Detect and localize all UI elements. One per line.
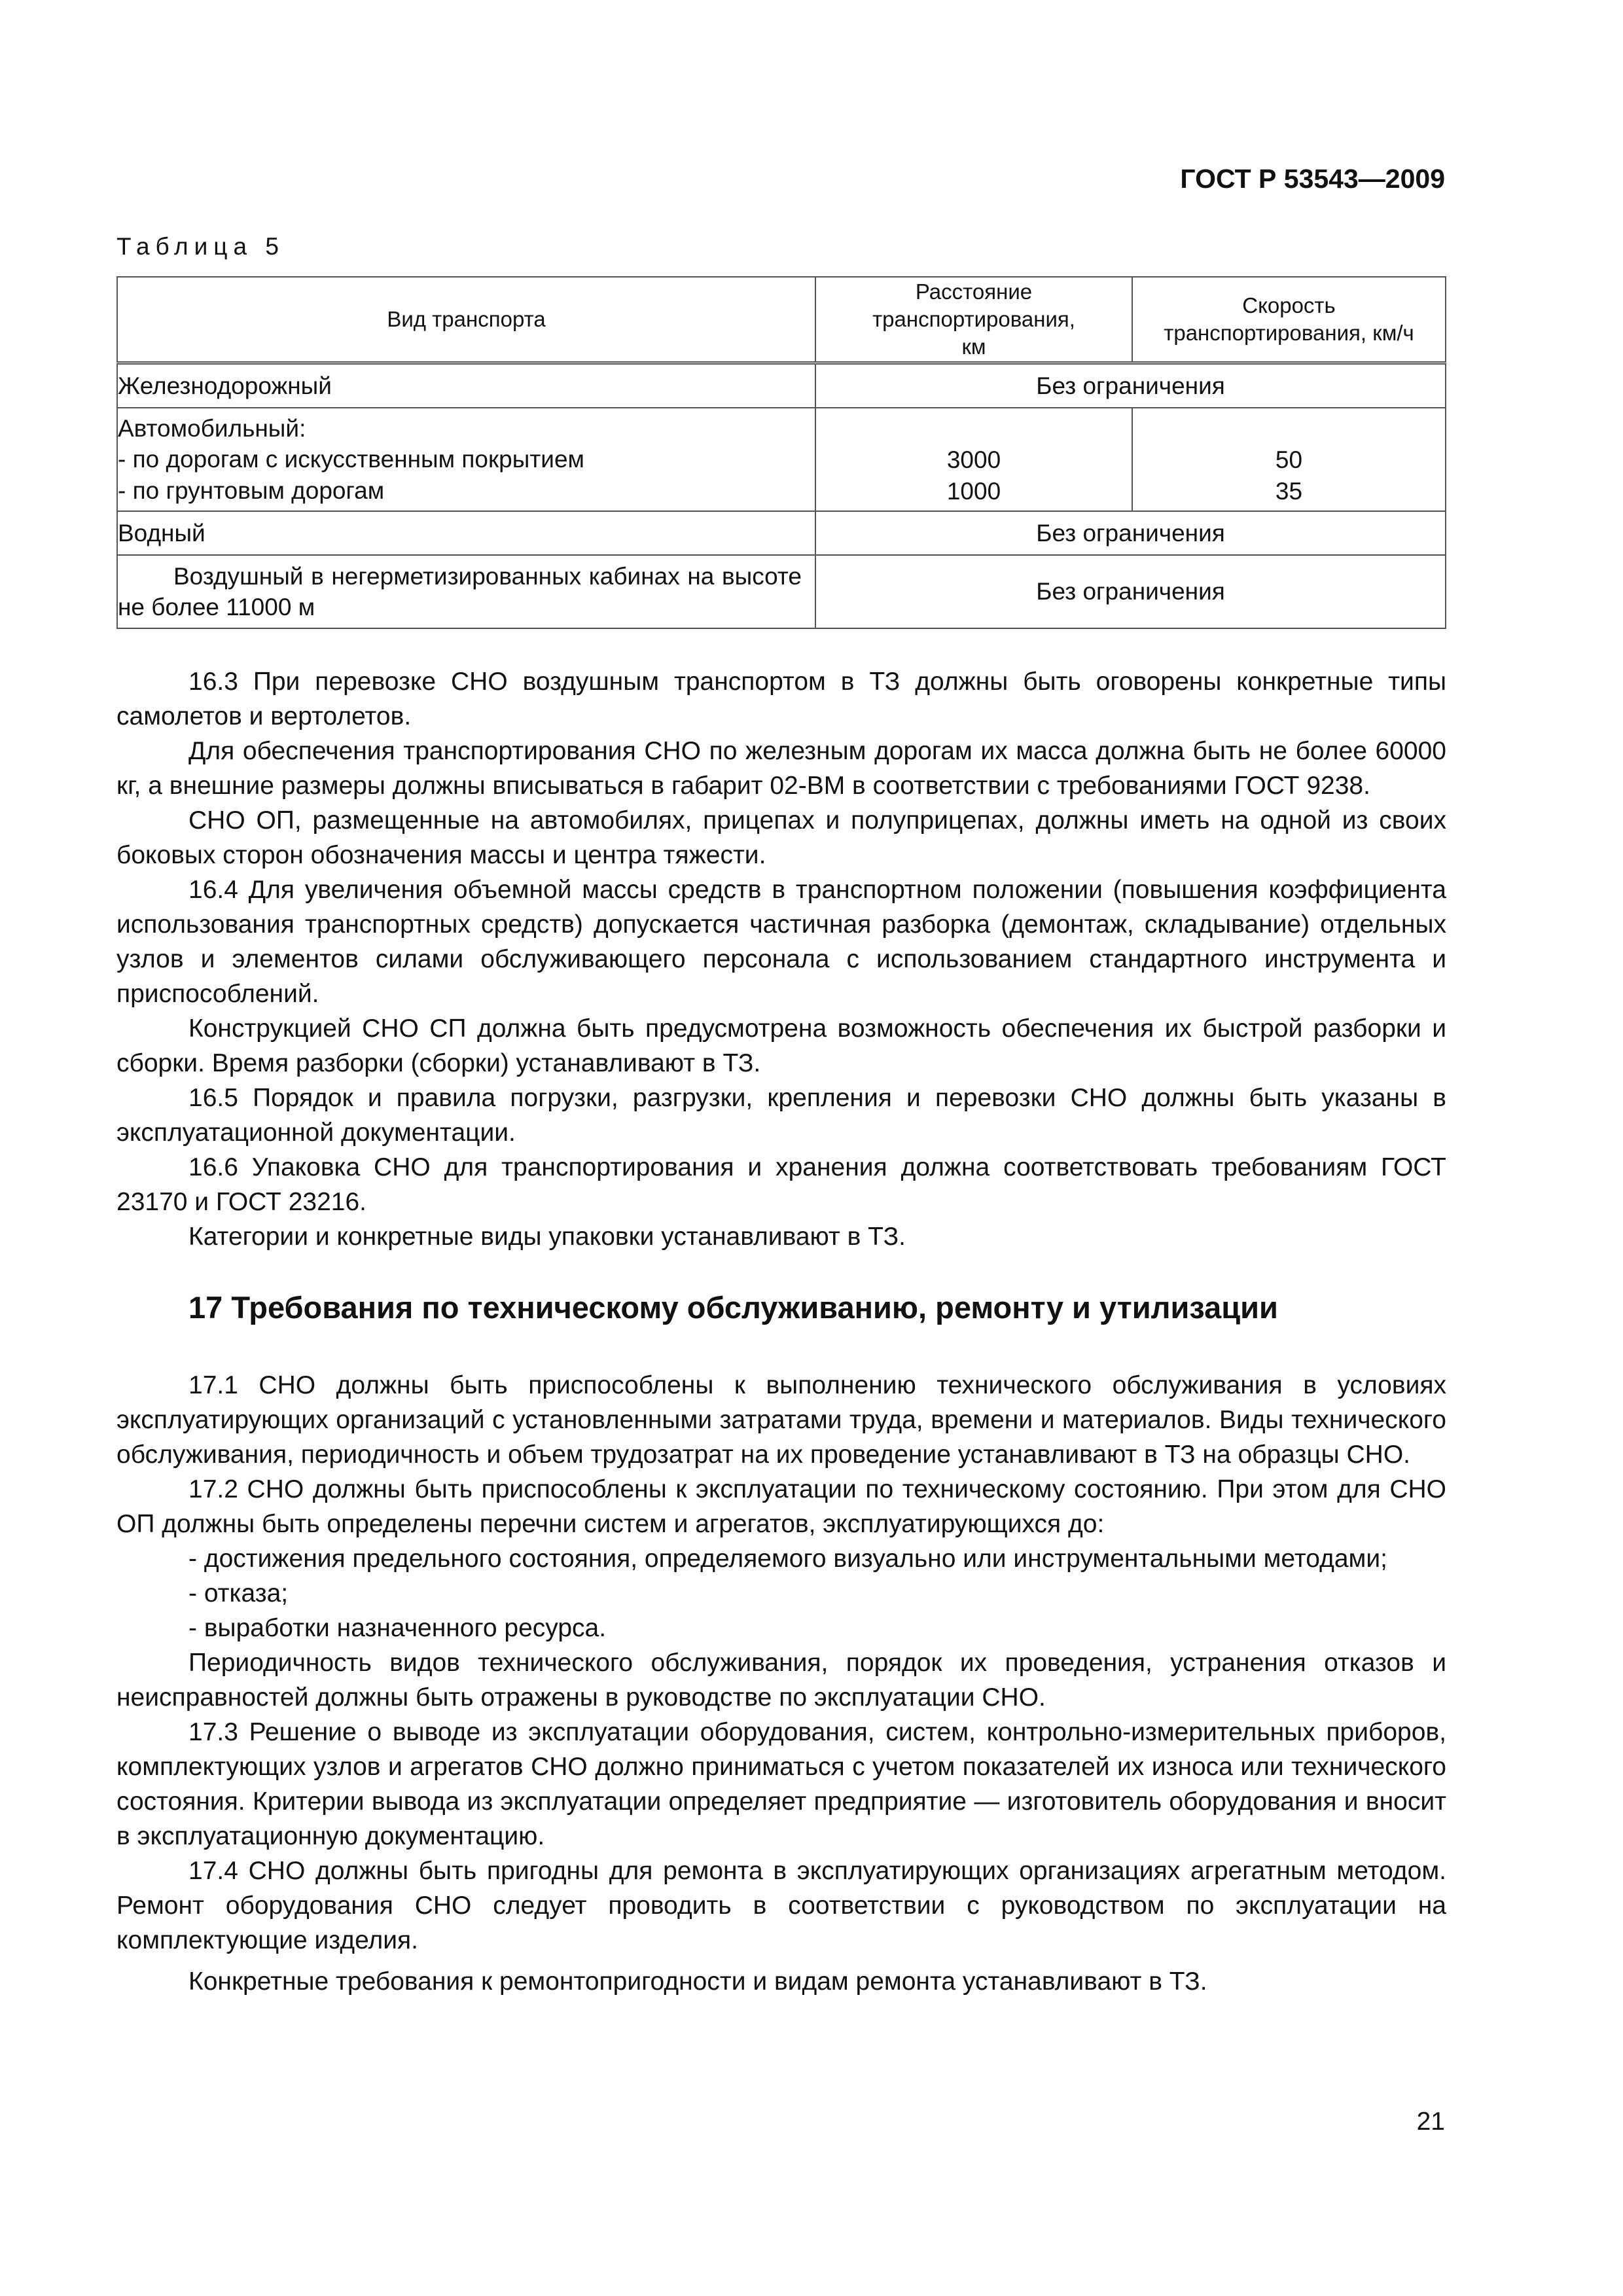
speed-value: 35 <box>1275 477 1303 505</box>
header-distance <box>815 277 1132 363</box>
table-row <box>117 555 1446 628</box>
paragraph: Категории и конкретные виды упаковки устанавливают в ТЗ. <box>188 1223 906 1251</box>
paragraph: Конструкцией СНО СП должна быть предусмотрена возможность обеспечения их быстрой разборки и сборки. Время разборки (сборки) устанавливают в ТЗ. <box>116 1014 1446 1077</box>
paragraph: 17.4 СНО должны быть пригодны для ремонта в эксплуатирующих организациях агрегатным методом. Ремонт оборудования СНО следует проводить в соответствии с руководством по эксплуатации на комплектующие изделия. <box>116 1857 1446 1954</box>
row-merged-value: Без ограничения <box>815 363 1446 408</box>
paragraph: 17.2 СНО должны быть приспособлены к эксплуатации по техническому состоянию. При этом для СНО ОП должны быть определены перечни систем и агрегатов, эксплуатирующихся до: <box>116 1475 1446 1538</box>
table <box>116 276 1446 629</box>
paragraph: 16.4 Для увеличения объемной массы средств в транспортном положении (повышения коэффициента использования транспортных средств) допускается частичная разборка (демонтаж, складывание) отдельных узлов и элементов силами обслуживающего персонала с использованием стандартного инструмента и приспособлений. <box>116 876 1446 1008</box>
paragraph: 16.3 При перевозке СНО воздушным транспортом в ТЗ должны быть оговорены конкретные типы самолетов и вертолетов. <box>116 668 1446 730</box>
table-row <box>117 511 1446 555</box>
paragraph: Конкретные требования к ремонтопригодности и видам ремонта устанавливают в ТЗ. <box>188 1967 1207 1996</box>
list-item: - выработки назначенного ресурса. <box>188 1614 607 1642</box>
row-name: Водный <box>117 511 815 555</box>
row-name <box>117 555 815 628</box>
paragraph: 16.6 Упаковка СНО для транспортирования и хранения должна соответствовать требованиям ГОСТ 23170 и ГОСТ 23216. <box>116 1153 1446 1216</box>
distance-cell <box>815 408 1132 511</box>
header-transport: Вид транспорта <box>117 277 815 363</box>
row-subitem: - по грунтовым дорогам <box>118 476 385 504</box>
row-merged-value: Без ограничения <box>815 555 1446 628</box>
table-caption: Таблица 5 <box>116 233 285 260</box>
document-code: ГОСТ Р 53543—2009 <box>1180 164 1445 194</box>
section-title: 17 Требования по техническому обслуживанию, ремонту и утилизации <box>188 1290 1278 1325</box>
row-name-group <box>117 408 815 511</box>
paragraph: Периодичность видов технического обслуживания, порядок их проведения, устранения отказов и неисправностей должны быть отражены в руководстве по эксплуатации СНО. <box>116 1649 1446 1712</box>
speed-cell <box>1132 408 1446 511</box>
list-item: - достижения предельного состояния, определяемого визуально или инструментальными методами; <box>188 1545 1387 1573</box>
paragraph: СНО ОП, размещенные на автомобилях, прицепах и полуприцепах, должны иметь на одной из своих боковых сторон обозначения массы и центра тяжести. <box>116 806 1446 869</box>
header-speed-text: Скорость транспортирования, км/ч <box>1164 293 1414 345</box>
table-header-row <box>117 277 1446 363</box>
distance-value: 1000 <box>946 477 1001 505</box>
speed-value: 50 <box>1275 446 1303 474</box>
distance-value: 3000 <box>946 446 1001 474</box>
page-number: 21 <box>1416 2108 1445 2136</box>
paragraph: 17.1 СНО должны быть приспособлены к выполнению технического обслуживания в условиях эксплуатирующих организаций с установленными затратами труда, времени и материалов. Виды технического обслуживания, периодичность и объем трудозатрат на их проведение устанавливают в ТЗ на образцы СНО. <box>116 1371 1446 1469</box>
row-name-text: Воздушный в негерметизированных кабинах на высоте не более 11000 м <box>118 562 802 620</box>
body-text <box>116 664 1446 1999</box>
paragraph: 17.3 Решение о выводе из эксплуатации оборудования, систем, контрольно-измерительных приборов, комплектующих узлов и агрегатов СНО должно приниматься с учетом показателей их износа или технического состояния. Критерии вывода из эксплуатации определяет предприятие — изготовитель оборудования и вносит в эксплуатационную документацию. <box>116 1718 1446 1850</box>
paragraph: Для обеспечения транспортирования СНО по железным дорогам их масса должна быть не более 60000 кг, а внешние размеры должны вписываться в габарит 02-ВМ в соответствии с требованиями ГОСТ 9238. <box>116 737 1446 800</box>
table-row <box>117 408 1446 511</box>
header-speed <box>1132 277 1446 363</box>
table-row <box>117 363 1446 408</box>
row-name: Автомобильный: <box>118 414 306 442</box>
transport-table <box>116 276 1446 629</box>
paragraph: 16.5 Порядок и правила погрузки, разгрузки, крепления и перевозки СНО должны быть указаны в эксплуатационной документации. <box>116 1084 1446 1147</box>
row-merged-value: Без ограничения <box>815 511 1446 555</box>
row-subitem: - по дорогам с искусственным покрытием <box>118 446 584 473</box>
list-item: - отказа; <box>188 1579 289 1607</box>
header-distance-text: Расстояние транспортирования, км <box>872 279 1075 359</box>
row-name: Железнодорожный <box>117 363 815 408</box>
